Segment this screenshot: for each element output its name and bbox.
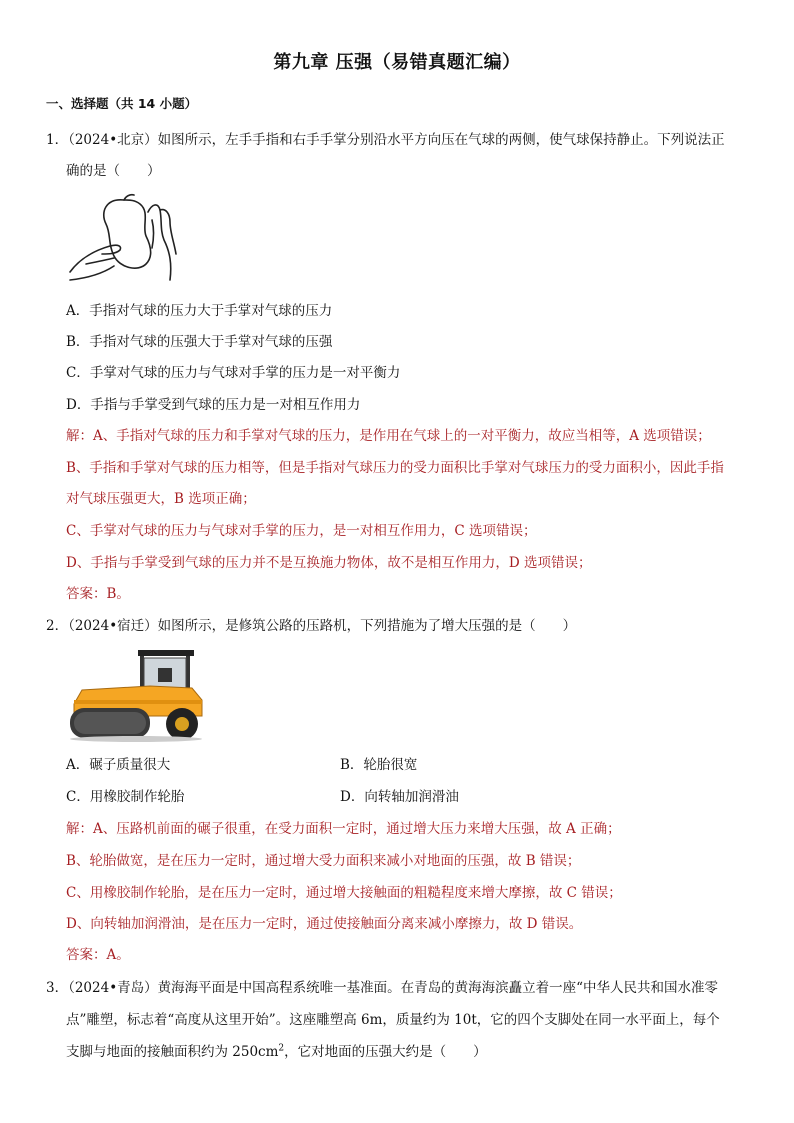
q3-stem-line3-pre: 支脚与地面的接触面积约为 250cm (66, 1044, 279, 1060)
q1-solution-line2: B、手指和手掌对气球的压力相等，但是手指对气球压力的受力面积比手掌对气球压力的受力面积小，因此手指 (66, 460, 724, 476)
q3-stem-line1: 3．（2024•青岛）黄海海平面是中国高程系统唯一基准面。在青岛的黄海海滨矗立着一座“中华人民共和国水准零 (46, 980, 719, 996)
q2-option-b: B．轮胎很宽 (340, 757, 418, 773)
q1-solution-line5: D、手指与手掌受到气球的压力并不是互换施力物体，故不是相互作用力，D 选项错误； (66, 555, 592, 571)
road-roller-figure-icon (68, 646, 208, 742)
q3-area-unit-exponent: 2 (278, 1043, 285, 1054)
q1-option-a: A．手指对气球的压力大于手掌对气球的压力 (66, 303, 333, 319)
q1-answer: 答案：B。 (66, 586, 130, 602)
q2-solution-line3: C、用橡胶制作轮胎，是在压力一定时，通过增大接触面的粗糙程度来增大摩擦，故 C 错误； (66, 885, 622, 901)
q3-stem-line3-post: ，它对地面的压强大约是（ ） (284, 1044, 487, 1060)
q2-option-a: A．碾子质量很大 (66, 757, 171, 773)
q2-solution-line4: D、向转轴加润滑油，是在压力一定时，通过使接触面分离来减小摩擦力，故 D 错误。 (66, 916, 583, 932)
q1-option-d: D．手指与手掌受到气球的压力是一对相互作用力 (66, 397, 361, 413)
q1-option-b: B．手指对气球的压强大于手掌对气球的压强 (66, 334, 333, 350)
q1-solution-line4: C、手掌对气球的压力与气球对手掌的压力，是一对相互作用力，C 选项错误； (66, 523, 537, 539)
q1-stem-line1: 1．（2024•北京）如图所示，左手手指和右手手掌分别沿水平方向压在气球的两侧，使气球保持静止。下列说法正 (46, 132, 725, 148)
section-heading: 一、选择题（共 14 小题） (46, 96, 198, 111)
q2-option-d: D．向转轴加润滑油 (340, 789, 459, 805)
q2-solution-line1: 解：A、压路机前面的碾子很重，在受力面积一定时，通过增大压力来增大压强，故 A 正确； (66, 821, 621, 837)
q2-solution-line2: B、轮胎做宽，是在压力一定时，通过增大受力面积来减小对地面的压强，故 B 错误； (66, 853, 581, 869)
q1-option-c: C．手掌对气球的压力与气球对手掌的压力是一对平衡力 (66, 365, 401, 381)
q3-stem-line2: 点”雕塑，标志着“高度从这里开始”。这座雕塑高 6m，质量约为 10t，它的四个支脚处在同一水平面上，每个 (66, 1012, 720, 1028)
balloon-hand-figure-icon (66, 192, 182, 284)
q2-stem: 2．（2024•宿迁）如图所示，是修筑公路的压路机，下列措施为了增大压强的是（ ） (46, 618, 577, 634)
q3-stem-line3 (66, 1043, 487, 1061)
q1-solution-line3: 对气球压强更大，B 选项正确； (66, 491, 256, 507)
q2-answer: 答案：A。 (66, 947, 130, 963)
q1-solution-line1: 解：A、手指对气球的压力和手掌对气球的压力，是作用在气球上的一对平衡力，故应当相等，A 选项错误； (66, 428, 711, 444)
q2-option-c: C．用橡胶制作轮胎 (66, 789, 185, 805)
q1-stem-line2: 确的是（ ） (66, 163, 161, 179)
page-title: 第九章 压强（易错真题汇编） (273, 52, 521, 73)
